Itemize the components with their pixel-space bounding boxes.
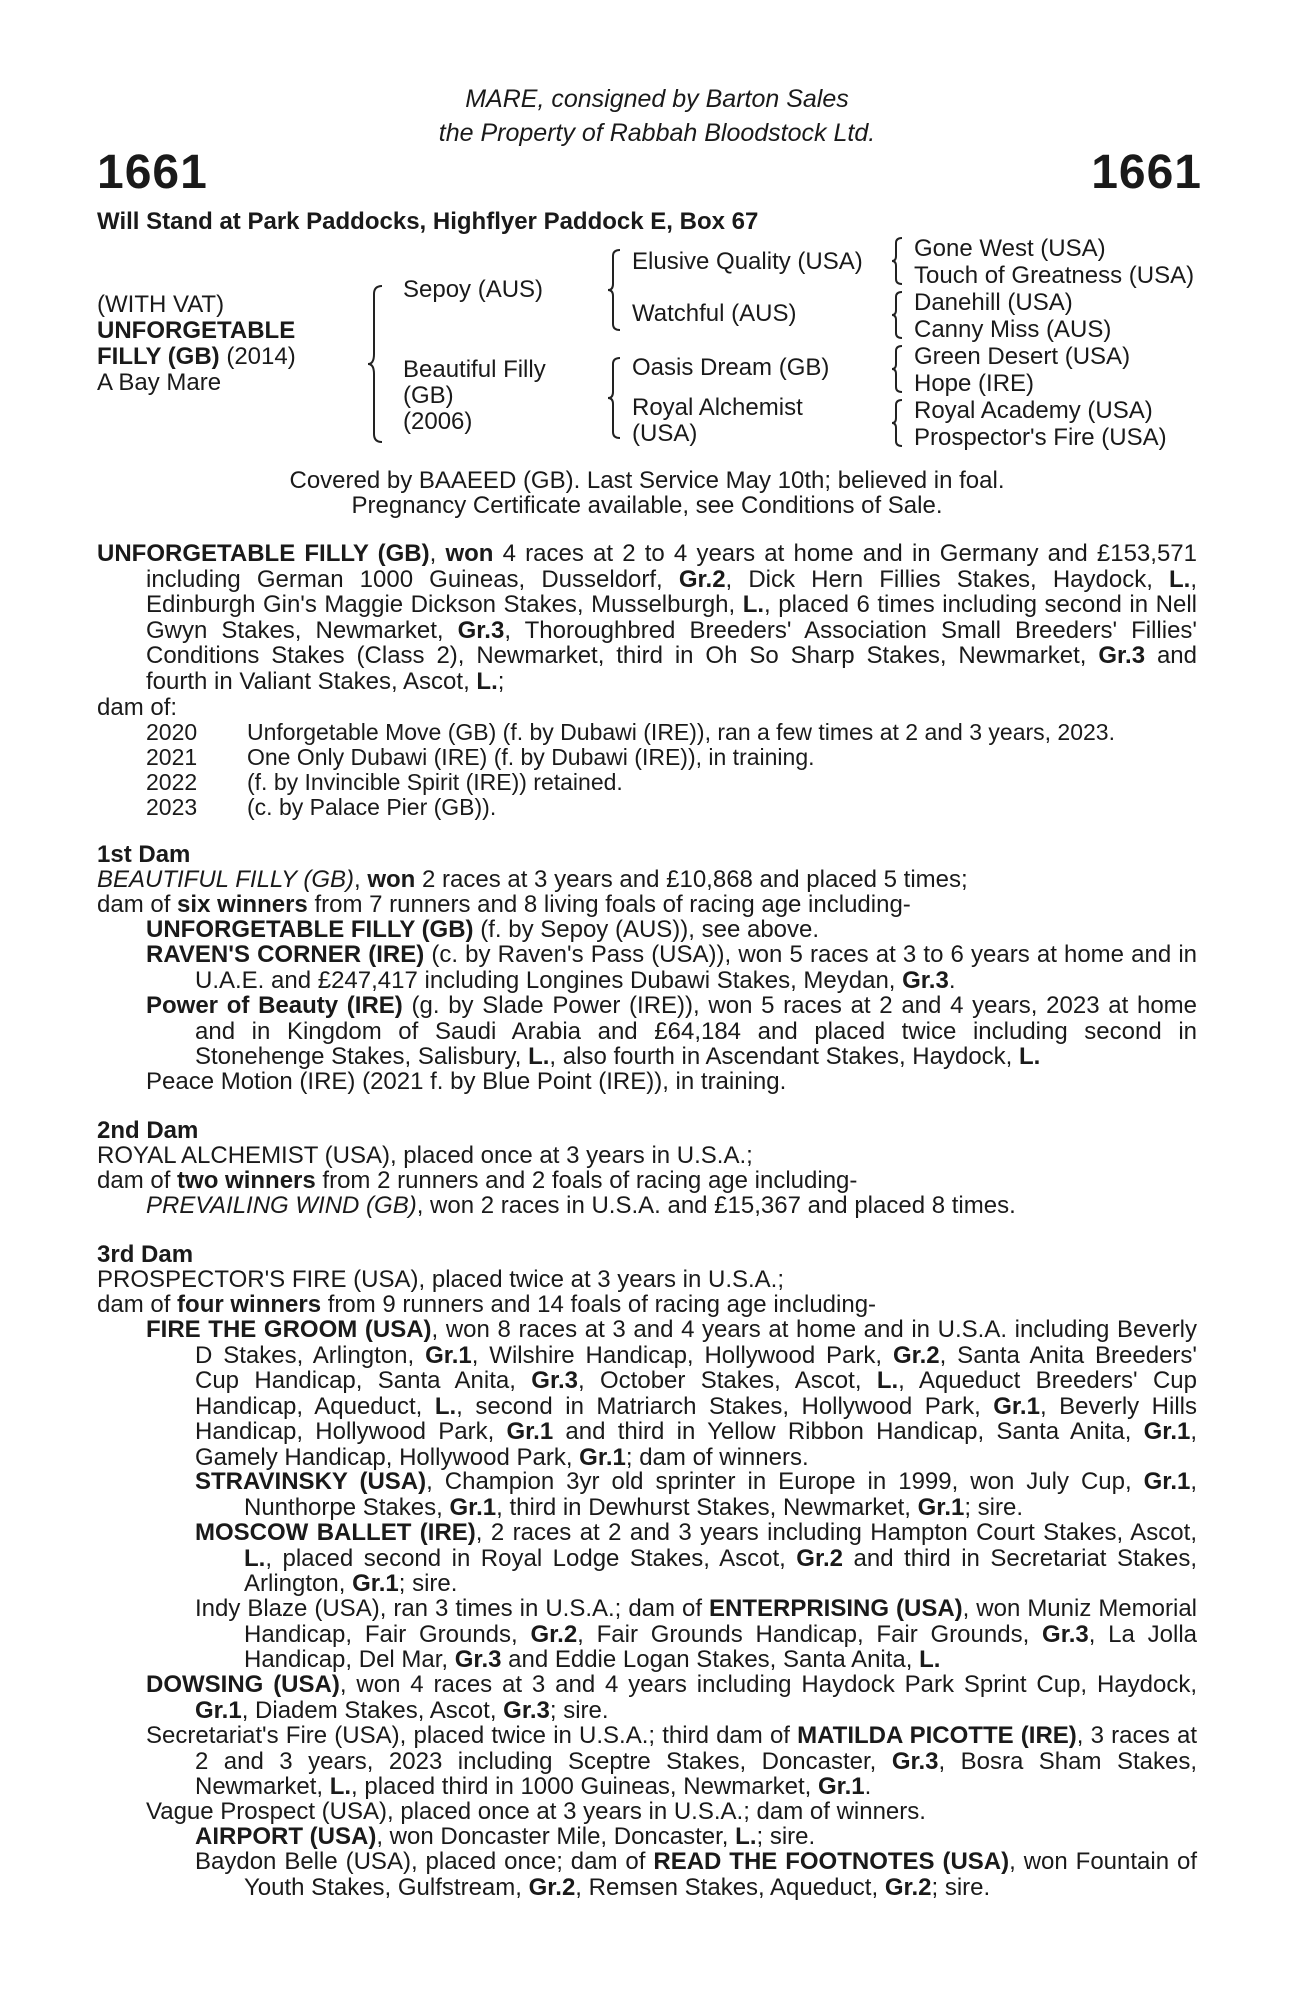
horse-text: , placed second in Royal Lodge Stakes, Ascot, (265, 1544, 797, 1572)
horse-text: , October Stakes, Ascot, (577, 1367, 877, 1394)
grade-badge: Gr.1 (579, 1443, 626, 1471)
produce-year: 2021 (146, 744, 198, 770)
horse-text: , Gamely Handicap, Hollywood Park, (195, 1418, 1198, 1471)
grade-badge: Gr.3 (891, 1747, 939, 1775)
horse-text: , won 4 races at 3 and 4 years including Haydock Park Sprint Cup, Haydock, (339, 1671, 1198, 1698)
property-line: the Property of Rabbah Bloodstock Ltd. (438, 119, 876, 147)
produce-text: Unforgetable Move (GB) (f. by Dubawi (IRE)), ran a few times at 2 and 3 years, 2023. (247, 719, 1115, 745)
first-dam-line (97, 867, 968, 893)
horse-name: MOSCOW BALLET (IRE) (195, 1519, 476, 1546)
horse-text: ; sire. (398, 1570, 458, 1597)
grade-badge: Gr.3 (1042, 1620, 1089, 1648)
grade-badge: Gr.2 (796, 1544, 843, 1572)
horse-text: ; sire. (964, 1493, 1024, 1521)
horse-name: RAVEN'S CORNER (IRE) (146, 941, 425, 968)
horse-name: ENTERPRISING (USA) (708, 1595, 963, 1622)
horse-name: AIRPORT (USA) (195, 1823, 377, 1850)
listed-badge: L. (528, 1043, 550, 1070)
winners-count: six winners (177, 891, 308, 918)
winners-count: four winners (177, 1291, 322, 1318)
mare-text-4: , placed 6 times including second in Nell Gwyn Stakes, Newmarket, (146, 591, 1197, 644)
grade-badge: Gr.1 (352, 1570, 399, 1597)
horse-text: ; dam of winners. (625, 1443, 809, 1471)
horse-text: , also fourth in Ascendant Stakes, Haydock, (549, 1043, 1020, 1070)
dam-dam-2: (USA) (632, 420, 698, 447)
won-label: won (367, 866, 416, 893)
grade-badge: Gr.3 (503, 1696, 550, 1724)
produce-entry: Vague Prospect (USA), placed once at 3 years in U.S.A.; dam of winners. (146, 1798, 926, 1825)
produce-year: 2022 (146, 769, 198, 795)
grade-badge: Gr.3 (902, 966, 949, 994)
dd-dam: Prospector's Fire (USA) (914, 424, 1167, 451)
second-dam-heading: 2nd Dam (97, 1117, 199, 1144)
horse-text: , third in Dewhurst Stakes, Newmarket, (496, 1493, 918, 1521)
produce-entry: Peace Motion (IRE) (2021 f. by Blue Point (IRE)), in training. (146, 1068, 787, 1095)
grade-badge: Gr.1 (917, 1493, 965, 1521)
mare-record: UNFORGETABLE FILLY (GB), won 4 races at 2 to 4 years at home and in Germany and £153,571 including German 1000 Guineas, Dusseldorf, Gr.2, Dick Hern Fillies Stakes, Haydock, L., Edinburgh Gin's Maggie Dickson Stakes, Musselburgh, L., placed 6 times including second in Nell Gwyn Stakes, Newmarket, Gr.3, Thoroughbred Breeders' Association Small Breeders' Fillies' Conditions Stakes (Class 2), Newmarket, third in Oh So Sharp Stakes, Newmarket, Gr.3 and fourth in Valiant Stakes, Ascot, L.; (97, 540, 1198, 695)
listed-badge: L. (919, 1646, 941, 1673)
horse-text: , Champion 3yr old sprinter in Europe in 1999, won July Cup, (426, 1468, 1144, 1495)
sire: Sepoy (AUS) (403, 276, 544, 303)
first-dam-name: BEAUTIFUL FILLY (GB) (97, 866, 354, 893)
horse-text: Baydon Belle (USA), placed once; dam of (195, 1848, 654, 1875)
produce-entry (146, 917, 819, 943)
produce-year: 2023 (146, 794, 198, 820)
horse-name: Power of Beauty (IRE) (146, 992, 403, 1019)
first-dam-produce-line (97, 892, 911, 918)
listed-badge: L. (735, 1823, 757, 1850)
dam-of: dam of (97, 891, 178, 918)
horse-text: , Wilshire Handicap, Hollywood Park, (471, 1341, 893, 1369)
second-dam-produce-line (97, 1168, 857, 1194)
third-dam-heading: 3rd Dam (97, 1241, 194, 1268)
subject-description: A Bay Mare (97, 369, 222, 396)
stand-location: Will Stand at Park Paddocks, Highflyer Paddock E, Box 67 (97, 208, 759, 235)
horse-text: , Aqueduct Breeders' Cup Handicap, Aqueduct, (195, 1367, 1197, 1420)
listed-badge: L. (329, 1773, 352, 1800)
brace-sd (892, 290, 906, 340)
grade-badge: Gr.2 (892, 1341, 940, 1369)
subject-year: (2014) (226, 343, 296, 370)
sep: , (353, 866, 368, 893)
grade-badge: Gr.2 (678, 565, 726, 593)
dam-line-2: (GB) (403, 382, 454, 409)
subject-vat: (WITH VAT) (97, 291, 225, 318)
lot-number-right: 1661 (1091, 146, 1202, 199)
horse-text: , won 8 races at 3 and 4 years at home and in U.S.A. including Beverly D Stakes, Arlington, (195, 1316, 1198, 1369)
grade-badge: Gr.2 (530, 1620, 578, 1648)
dam-sire: Oasis Dream (GB) (632, 354, 830, 381)
produce-entry (195, 1824, 815, 1850)
horse-text: , Beverly Hills Handicap, Hollywood Park, (195, 1392, 1197, 1445)
dam-of: dam of (97, 1167, 178, 1194)
horse-text: , Santa Anita Breeders' Cup Handicap, Santa Anita, (195, 1341, 1197, 1394)
produce-entry (195, 1520, 1197, 1597)
brace-dam (608, 356, 624, 440)
covered-line-2: Pregnancy Certificate available, see Conditions of Sale. (351, 492, 943, 519)
mare-name: UNFORGETABLE FILLY (GB) (97, 540, 430, 567)
horse-text: Secretariat's Fire (USA), placed twice in U.S.A.; third dam of (146, 1722, 798, 1749)
dam-of-label: dam of: (97, 694, 178, 721)
produce-row (146, 745, 815, 770)
listed-badge: L. (1019, 1043, 1041, 1070)
grade-badge: Gr.2 (528, 1873, 576, 1901)
brace-sire (608, 248, 624, 332)
second-dam-text: from 2 runners and 2 foals of racing age including- (315, 1167, 858, 1194)
produce-entry (146, 1672, 1197, 1723)
ss-sire: Gone West (USA) (914, 235, 1106, 262)
horse-text: , Bosra Sham Stakes, Newmarket, (195, 1747, 1197, 1800)
horse-name: READ THE FOOTNOTES (USA) (653, 1848, 1010, 1875)
dam-dam-1: Royal Alchemist (632, 394, 803, 421)
horse-text: , Remsen Stakes, Aqueduct, (575, 1873, 885, 1901)
horse-name: STRAVINSKY (USA) (195, 1468, 427, 1495)
subject-name-2: FILLY (GB) (97, 343, 220, 370)
sd-dam: Canny Miss (AUS) (914, 316, 1112, 343)
sire-sire: Elusive Quality (USA) (632, 248, 863, 275)
grade-badge: Gr.3 (531, 1367, 578, 1394)
horse-text-end: . (948, 966, 956, 994)
grade-badge: Gr.1 (1143, 1418, 1191, 1445)
third-dam-produce-line (97, 1292, 876, 1318)
covered-line-1: Covered by BAAEED (GB). Last Service May 10th; believed in foal. (289, 467, 1005, 494)
produce-text: (c. by Palace Pier (GB)). (247, 794, 497, 820)
horse-name: FIRE THE GROOM (USA) (146, 1316, 432, 1343)
horse-name: MATILDA PICOTTE (IRE) (797, 1722, 1077, 1749)
grade-badge: Gr.3 (1098, 642, 1146, 669)
listed-badge: L. (476, 667, 498, 695)
horse-text: (g. by Slade Power (IRE)), won 5 races at 2 and 4 years, 2023 at home and in Kingdom of Saudi Arabia and £64,184 and placed twice including second in Stonehenge Stakes, Salisbury, (195, 992, 1198, 1070)
horse-name: UNFORGETABLE FILLY (GB) (146, 916, 474, 943)
produce-text: (f. by Invincible Spirit (IRE)) retained. (247, 769, 623, 795)
horse-text: , Diadem Stakes, Ascot, (241, 1696, 504, 1724)
second-dam-line: ROYAL ALCHEMIST (USA), placed once at 3 years in U.S.A.; (97, 1142, 753, 1169)
mare-text-2: , Dick Hern Fillies Stakes, Haydock, (725, 565, 1170, 593)
listed-badge: L. (244, 1544, 266, 1572)
grade-badge: Gr.3 (457, 616, 505, 644)
grade-badge: Gr.1 (1143, 1468, 1191, 1495)
brace-ds (892, 344, 906, 394)
produce-text: One Only Dubawi (IRE) (f. by Dubawi (IRE)), in training. (247, 744, 815, 770)
horse-text: , La Jolla Handicap, Del Mar, (244, 1620, 1198, 1673)
produce-entry (146, 993, 1197, 1070)
consignor-line: MARE, consigned by Barton Sales (465, 85, 849, 113)
horse-text: , Nunthorpe Stakes, (244, 1468, 1198, 1521)
horse-text: ; sire. (931, 1873, 991, 1901)
horse-text: ; sire. (549, 1696, 609, 1724)
mare-text-1: 4 races at 2 to 4 years at home and in Germany and £153,571 including German 1000 Guineas, Dusseldorf, (146, 540, 1197, 593)
produce-row (146, 795, 496, 820)
ss-dam: Touch of Greatness (USA) (914, 262, 1195, 289)
sd-sire: Danehill (USA) (914, 289, 1073, 316)
horse-text: (f. by Sepoy (AUS)), see above. (473, 916, 820, 943)
horse-text: . (864, 1773, 872, 1800)
horse-text: , won Fountain of Youth Stakes, Gulfstream, (244, 1848, 1197, 1901)
first-dam-text-2: from 7 runners and 8 living foals of racing age including- (307, 891, 911, 918)
first-dam-heading: 1st Dam (97, 841, 191, 868)
grade-badge: Gr.1 (449, 1493, 497, 1521)
listed-badge: L. (742, 591, 765, 618)
horse-text: and third in Secretariat Stakes, Arlington, (244, 1544, 1197, 1597)
grade-badge: Gr.2 (884, 1873, 932, 1901)
horse-text: , won 2 races in U.S.A. and £15,367 and placed 8 times. (416, 1192, 1016, 1219)
produce-entry (195, 1849, 1197, 1900)
horse-text: , second in Matriarch Stakes, Hollywood Park, (456, 1392, 994, 1420)
horse-text: , placed third in 1000 Guineas, Newmarket, (351, 1773, 818, 1800)
subject-name-1: UNFORGETABLE (97, 317, 296, 344)
produce-entry (146, 1723, 1197, 1800)
dam-line-1: Beautiful Filly (403, 356, 546, 383)
horse-text: (c. by Raven's Pass (USA)), won 5 races at 3 to 6 years at home and in U.A.E. and £247,417 including Longines Dubawi Stakes, Meydan, (195, 941, 1198, 994)
listed-badge: L. (876, 1367, 899, 1394)
mare-won: won (445, 540, 494, 567)
grade-badge: Gr.1 (195, 1696, 242, 1724)
horse-name: DOWSING (USA) (146, 1671, 340, 1698)
first-dam-text: 2 races at 3 years and £10,868 and placed 5 times; (415, 866, 968, 893)
mare-text-3: , Edinburgh Gin's Maggie Dickson Stakes, Musselburgh, (146, 565, 1198, 618)
winners-count: two winners (177, 1167, 316, 1194)
sire-dam: Watchful (AUS) (632, 300, 797, 327)
produce-entry (195, 1469, 1197, 1520)
lot-number-left: 1661 (97, 146, 208, 199)
produce-year: 2020 (146, 719, 198, 745)
grade-badge: Gr.1 (993, 1392, 1040, 1420)
mare-text-7: ; (497, 667, 505, 695)
dam-line-3: (2006) (403, 408, 473, 435)
mare-text-5: , Thoroughbred Breeders' Association Small Breeders' Fillies' Conditions Stakes (Class 2), Newmarket, third in Oh So Sharp Stakes, Newmarket, (146, 616, 1198, 669)
brace-ss (892, 236, 906, 286)
horse-text: Indy Blaze (USA), ran 3 times in U.S.A.; dam of (195, 1595, 709, 1622)
grade-badge: Gr.3 (454, 1646, 502, 1673)
third-dam-line: PROSPECTOR'S FIRE (USA), placed twice at 3 years in U.S.A.; (97, 1266, 785, 1293)
ds-dam: Hope (IRE) (914, 370, 1035, 397)
dd-sire: Royal Academy (USA) (914, 397, 1153, 424)
horse-text: , 2 races at 2 and 3 years including Hampton Court Stakes, Ascot, (475, 1519, 1197, 1546)
ds-sire: Green Desert (USA) (914, 343, 1131, 370)
listed-badge: L. (1169, 565, 1191, 593)
dam-of: dam of (97, 1291, 178, 1318)
produce-entry (195, 1596, 1197, 1673)
grade-badge: Gr.1 (425, 1341, 472, 1369)
third-dam-text: from 9 runners and 14 foals of racing age including- (321, 1291, 877, 1318)
produce-entry (146, 1193, 1016, 1219)
horse-text: and third in Yellow Ribbon Handicap, Santa Anita, (553, 1418, 1144, 1445)
horse-text: , won Muniz Memorial Handicap, Fair Grounds, (244, 1595, 1197, 1648)
produce-row (146, 770, 623, 795)
grade-badge: Gr.1 (817, 1773, 865, 1800)
grade-badge: Gr.1 (506, 1418, 554, 1445)
produce-entry (146, 942, 1197, 993)
brace-gen1 (368, 284, 388, 444)
horse-name: PREVAILING WIND (GB) (146, 1192, 417, 1219)
horse-text: , 3 races at 2 and 3 years, 2023 including Sceptre Stakes, Doncaster, (195, 1722, 1198, 1775)
produce-row (146, 720, 1115, 745)
produce-entry (146, 1317, 1197, 1470)
subject-name-2-line (97, 344, 296, 370)
mare-text-6: and fourth in Valiant Stakes, Ascot, (146, 642, 1197, 695)
horse-text: ; sire. (756, 1823, 816, 1850)
brace-dd (892, 398, 906, 448)
listed-badge: L. (434, 1392, 457, 1420)
horse-text: and Eddie Logan Stakes, Santa Anita, (501, 1646, 920, 1673)
horse-text: , won Doncaster Mile, Doncaster, (376, 1823, 736, 1850)
horse-text: , Fair Grounds Handicap, Fair Grounds, (577, 1620, 1043, 1648)
